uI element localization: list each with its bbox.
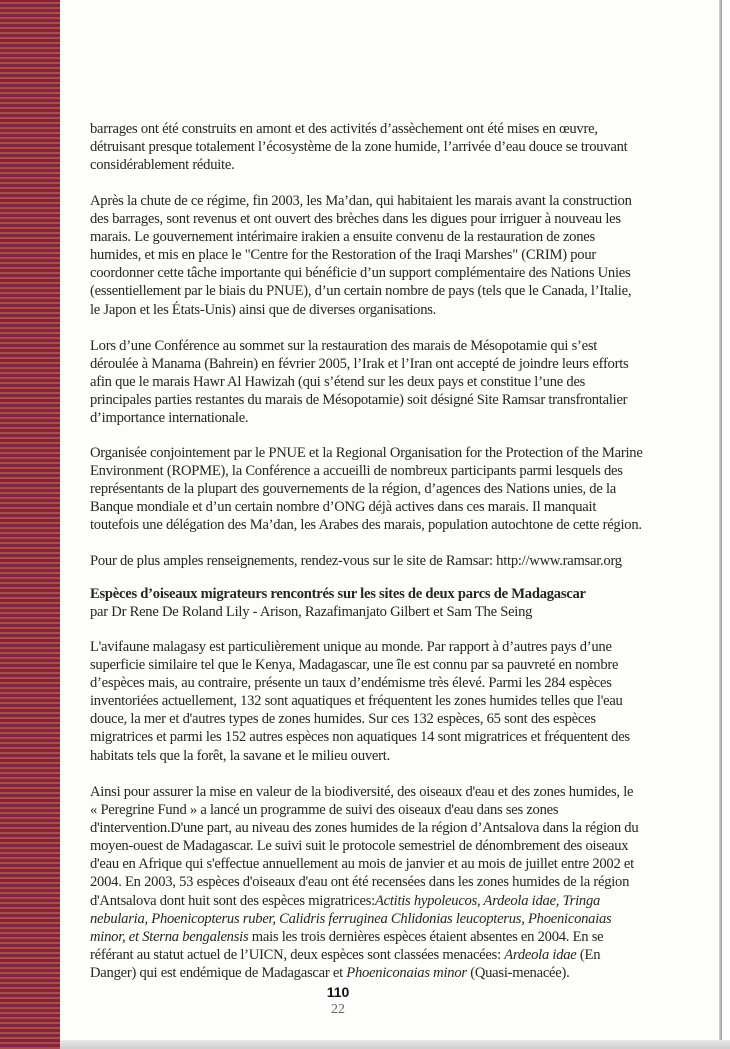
- text-line: [90, 656, 710, 674]
- text-line: [90, 603, 710, 621]
- text-line: [90, 192, 710, 210]
- text-line: [90, 228, 710, 246]
- italic-species-name: Ardeola idae: [504, 946, 577, 963]
- text-run: Lors d’une Conférence au sommet sur la restauration des marais de Mésopotamie qui s’est: [90, 338, 598, 354]
- italic-species-name: Actitis hypoleucos, Ardeola idae, Tringa: [374, 892, 601, 909]
- paragraph-avifaune: [90, 638, 710, 765]
- text-line: [90, 638, 710, 656]
- italic-species-name: minor, et Sterna bengalensis: [90, 928, 249, 945]
- paragraph-intro-end: [90, 120, 710, 174]
- text-run: d'eau en Afrique qui s'effectue annuellement au mois de janvier et au mois de juillet entre 2002 et: [90, 856, 634, 873]
- text-line: [90, 516, 710, 534]
- text-run: inventoriées actuellement, 132 sont aquatiques et fréquentent les zones humides telles que l'eau: [90, 693, 623, 710]
- italic-species-name: nebularia, Phoenicopterus ruber, Calidris ferruginea Chlidonias leucopterus, Phoeniconaias: [90, 910, 612, 927]
- text-line: [90, 138, 710, 156]
- text-line: [90, 480, 710, 498]
- text-run: marais. Le gouvernement intérimaire irakien a ensuite convenu de la restauration de zones: [90, 229, 595, 246]
- text-line: [90, 674, 710, 692]
- text-run: déroulée à Manama (Bahrein) en février 2005, l’Irak et l’Iran ont accepté de joindre leurs efforts: [90, 356, 629, 373]
- original-page-number: 22: [331, 1002, 345, 1017]
- text-run: coordonner cette tâche importante qui bénéficie d’un support complémentaire des Nations Unies: [90, 265, 631, 282]
- text-run: superficie similaire tel que le Kenya, Madagascar, une île est connu par sa pauvreté en nombre: [90, 657, 619, 674]
- text-run: mais les trois dernières espèces étaient absentes en 2004. En se: [248, 928, 604, 945]
- text-run: Ainsi pour assurer la mise en valeur de la biodiversité, des oiseaux d'eau et des zones humides, le: [90, 784, 634, 800]
- text-run: Pour de plus amples renseignements, rendez-vous sur le site de Ramsar: http://www.ramsar.org: [90, 553, 622, 569]
- text-line: [90, 728, 710, 746]
- text-line: [90, 210, 710, 228]
- text-run: considérablement réduite.: [90, 157, 235, 174]
- page-bottom-edge: [60, 1040, 730, 1049]
- text-line: [90, 120, 710, 138]
- text-line: [90, 498, 710, 516]
- text-line: [90, 301, 710, 319]
- text-run: toutefois une délégation des Ma’dan, les Arabes des marais, population autochtone de cette région.: [90, 517, 642, 534]
- text-line: [90, 837, 710, 855]
- text-line: [90, 282, 710, 300]
- paragraph-conference: [90, 337, 710, 427]
- page-number: 110: [326, 984, 350, 1000]
- text-line: [90, 819, 710, 837]
- text-run: 2004. En 2003, 53 espèces d'oiseaux d'eau ont été recensées dans les zones humides de la région: [90, 874, 630, 891]
- text-line: [90, 156, 710, 174]
- text-run: d’espèces mais, au contraire, présente un taux d’endémisme très élevé. Parmi les 284 espèces: [90, 675, 612, 692]
- text-run: représentants de la plupart des gouvernements de la région, d’agences des Nations unies, de la: [90, 481, 617, 498]
- text-line: [90, 552, 710, 570]
- text-run: par Dr Rene De Roland Lily - Arison, Razafimanjato Gilbert et Sam The Seing: [90, 604, 533, 620]
- text-run: L'avifaune malagasy est particulièrement unique au monde. Par rapport à d’autres pays d’une: [90, 639, 612, 655]
- text-line: [90, 892, 710, 910]
- text-line: [90, 337, 710, 355]
- text-line: [90, 585, 710, 603]
- text-line: [90, 409, 710, 427]
- text-line: [90, 444, 710, 462]
- text-run: Espèces d’oiseaux migrateurs rencontrés sur les sites de deux parcs de Madagascar: [90, 586, 586, 602]
- text-run: Danger) qui est endémique de Madagascar et: [90, 964, 347, 981]
- text-line: [90, 783, 710, 801]
- text-run: Organisée conjointement par le PNUE et la Regional Organisation for the Protection of the Marine: [90, 445, 643, 461]
- text-line: [90, 801, 710, 819]
- text-line: [90, 873, 710, 891]
- text-line: [90, 391, 710, 409]
- text-line: [90, 373, 710, 391]
- text-line: [90, 964, 710, 982]
- text-run: d’importance internationale.: [90, 410, 249, 427]
- text-run: d'intervention.D'une part, au niveau des zones humides de la région d’Antsalova dans la région du: [90, 820, 639, 837]
- text-run: afin que le marais Hawr Al Hawizah (qui s’étend sur les deux pays et constitue l’une des: [90, 374, 586, 391]
- text-run: migratrices et parmi les 152 autres espèces non aquatiques 14 sont migratrices et fréquentent des: [90, 729, 630, 746]
- paragraph-more-info: [90, 552, 710, 570]
- text-run: barrages ont été construits en amont et des activités d’assèchement ont été mises en œuvre,: [90, 121, 598, 137]
- text-run: Banque mondiale et d’un certain nombre d’ONG déjà actives dans ces marais. Il manquait: [90, 499, 597, 516]
- text-run: Après la chute de ce régime, fin 2003, les Ma’dan, qui habitaient les marais avant la construction: [90, 193, 632, 209]
- text-run: (En: [576, 946, 601, 963]
- text-line: [90, 355, 710, 373]
- text-run: d'Antsalova dont huit sont des espèces migratrices:: [90, 892, 375, 909]
- text-run: le Japon et les États-Unis) ainsi que de diverses organisations.: [90, 301, 437, 318]
- page-edge: [719, 0, 722, 1040]
- text-run: Environment (ROPME), la Conférence a accueilli de nombreux participants parmi lesquels des: [90, 463, 623, 480]
- text-line: [90, 462, 710, 480]
- text-run: moyen-ouest de Madagascar. Le suivi suit le protocole semestriel de dénombrement des oiseaux: [90, 838, 629, 855]
- text-run: (essentiellement par le biais du PNUE), d’un certain nombre de pays (tels que le Canada, l’Italie,: [90, 283, 632, 300]
- text-run: détruisant presque totalement l’écosystème de la zone humide, l’arrivée d’eau douce se trouvant: [90, 139, 628, 156]
- text-line: [90, 855, 710, 873]
- text-line: [90, 747, 710, 765]
- text-line: [90, 692, 710, 710]
- paragraph-organisation: [90, 444, 710, 534]
- text-run: des barrages, sont revenus et ont ouvert des brèches dans les digues pour irriguer à nouveau les: [90, 211, 621, 228]
- italic-species-name: Phoeniconaias minor: [346, 964, 467, 981]
- text-run: (Quasi-menacée).: [466, 964, 570, 981]
- text-line: [90, 264, 710, 282]
- text-line: [90, 928, 710, 946]
- text-run: « Peregrine Fund » a lancé un programme de suivi des oiseaux d'eau dans ses zones: [90, 802, 559, 819]
- binding-edge-stripes: [0, 0, 60, 1049]
- text-run: douce, la mer et d'autres types de zones humides. Sur ces 132 espèces, 65 sont des espèces: [90, 711, 596, 728]
- text-run: référant au statut actuel de l’UICN, deux espèces sont classées menacées:: [90, 946, 505, 963]
- paragraph-after-regime: [90, 192, 710, 319]
- text-line: [90, 246, 710, 264]
- paragraph-byline: [90, 603, 710, 621]
- heading-article-title: [90, 585, 710, 603]
- text-run: habitats tels que la forêt, la savane et le milieu ouvert.: [90, 747, 390, 764]
- text-line: [90, 910, 710, 928]
- text-line: [90, 946, 710, 964]
- paragraph-peregrine: [90, 783, 710, 982]
- text-run: principales parties restantes du marais de Mésopotamie) soit désigné Site Ramsar transfrontalier: [90, 392, 628, 409]
- text-run: humides, et mis en place le "Centre for the Restoration of the Iraqi Marshes" (CRIM) pour: [90, 247, 596, 264]
- text-line: [90, 710, 710, 728]
